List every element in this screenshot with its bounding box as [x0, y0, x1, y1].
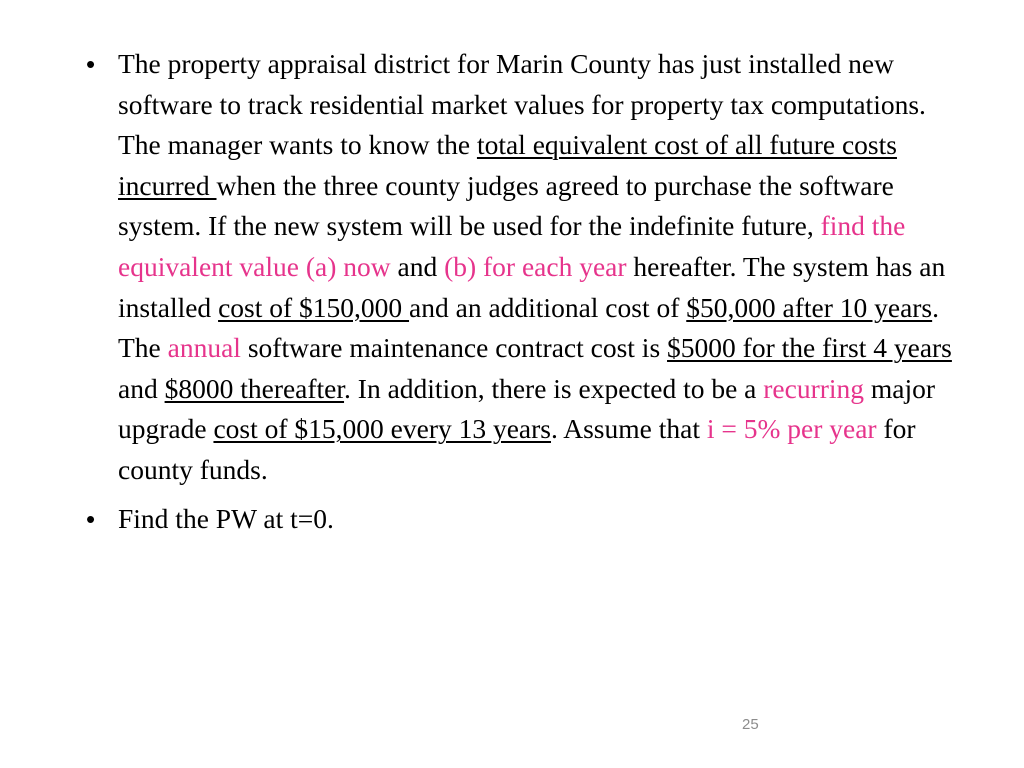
text-segment: and	[390, 250, 445, 282]
highlighted-phrase: (b) for each year	[444, 250, 627, 282]
page-number: 25	[742, 716, 759, 733]
text-segment: when the three county judges agreed to purchase the software system. If the new system will be used for the indefinite future,	[118, 169, 894, 242]
underlined-phrase: $8000 thereafter	[164, 372, 345, 404]
text-segment: . Assume that	[551, 413, 707, 445]
text-segment: The property appraisal district for Marin County has just installed new software to track residential market values for property tax computations. The manager wants to know the	[118, 48, 926, 161]
highlighted-phrase: annual	[167, 332, 241, 364]
bullet-icon: •	[86, 503, 96, 534]
text-segment: major upgrade	[118, 372, 936, 445]
text-segment: . In addition, there is expected to be a	[344, 372, 764, 404]
bullet-list	[86, 44, 966, 547]
question-text: Find the PW at t=0.	[118, 502, 334, 534]
bullet-icon: •	[86, 49, 96, 79]
underlined-phrase: cost of $15,000 every 13 years	[213, 413, 551, 445]
bullet-question	[86, 499, 966, 540]
underlined-phrase: $50,000 after 10 years	[686, 291, 933, 323]
text-segment: hereafter. The system has an installed	[118, 250, 946, 323]
highlighted-phrase: i = 5% per year	[706, 413, 877, 445]
bullet-problem-statement	[86, 44, 966, 491]
text-segment: and	[118, 372, 165, 404]
highlighted-phrase: find the equivalent value (a) now	[118, 210, 906, 282]
text-segment: . The	[118, 291, 940, 364]
text-segment: and an additional cost of	[409, 291, 687, 323]
underlined-phrase: $5000 for the first 4 years	[667, 332, 952, 364]
highlighted-phrase: recurring	[763, 372, 865, 404]
underlined-phrase: total equivalent cost of all future costs incurred	[118, 129, 897, 201]
text-segment: for county funds.	[118, 413, 916, 485]
text-segment: software maintenance contract cost is	[240, 332, 668, 364]
underlined-phrase: cost of $150,000	[218, 291, 410, 323]
